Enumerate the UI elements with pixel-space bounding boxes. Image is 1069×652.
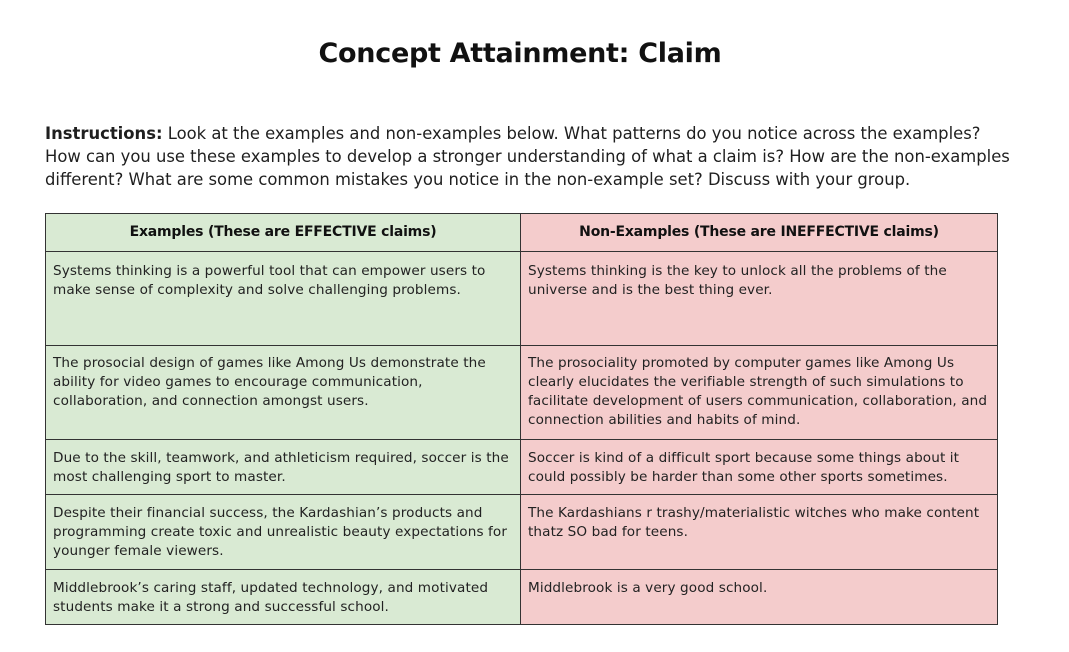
non-examples-header: Non-Examples (These are INEFFECTIVE claims) [521,214,998,252]
table-row [46,346,998,440]
table-row [46,495,998,570]
non-example-cell: The Kardashians r trashy/materialistic witches who make content thatz SO bad for teens. [521,495,998,570]
page-title: Concept Attainment: Claim [318,38,722,69]
table-header-row [46,214,998,252]
examples-header: Examples (These are EFFECTIVE claims) [46,214,521,252]
example-cell: Middlebrook’s caring staff, updated technology, and motivated students make it a strong and successful school. [46,570,521,625]
instructions-paragraph [45,122,1015,191]
non-example-cell: Soccer is kind of a difficult sport because some things about it could possibly be harder than some other sports sometimes. [521,440,998,495]
non-example-cell: Systems thinking is the key to unlock all the problems of the universe and is the best thing ever. [521,252,998,346]
example-cell: Due to the skill, teamwork, and athleticism required, soccer is the most challenging sport to master. [46,440,521,495]
claims-table [45,213,998,625]
table-row [46,570,998,625]
table-row [46,440,998,495]
table-row [46,252,998,346]
example-cell: Despite their financial success, the Kardashian’s products and programming create toxic and unrealistic beauty expectations for younger female viewers. [46,495,521,570]
example-cell: The prosocial design of games like Among Us demonstrate the ability for video games to encourage communication, collaboration, and connection amongst users. [46,346,521,440]
instructions-text: Look at the examples and non-examples below. What patterns do you notice across the examples? How can you use these examples to develop a stronger understanding of what a claim is? How are the non-examples different? What are some common mistakes you notice in the non-example set? Discuss with your group. [45,124,1010,189]
non-example-cell: The prosociality promoted by computer games like Among Us clearly elucidates the verifiable strength of such simulations to facilitate development of users communication, collaboration, and connection abilities and habits of mind. [521,346,998,440]
example-cell: Systems thinking is a powerful tool that can empower users to make sense of complexity and solve challenging problems. [46,252,521,346]
instructions-label: Instructions: [45,124,163,143]
non-example-cell: Middlebrook is a very good school. [521,570,998,625]
